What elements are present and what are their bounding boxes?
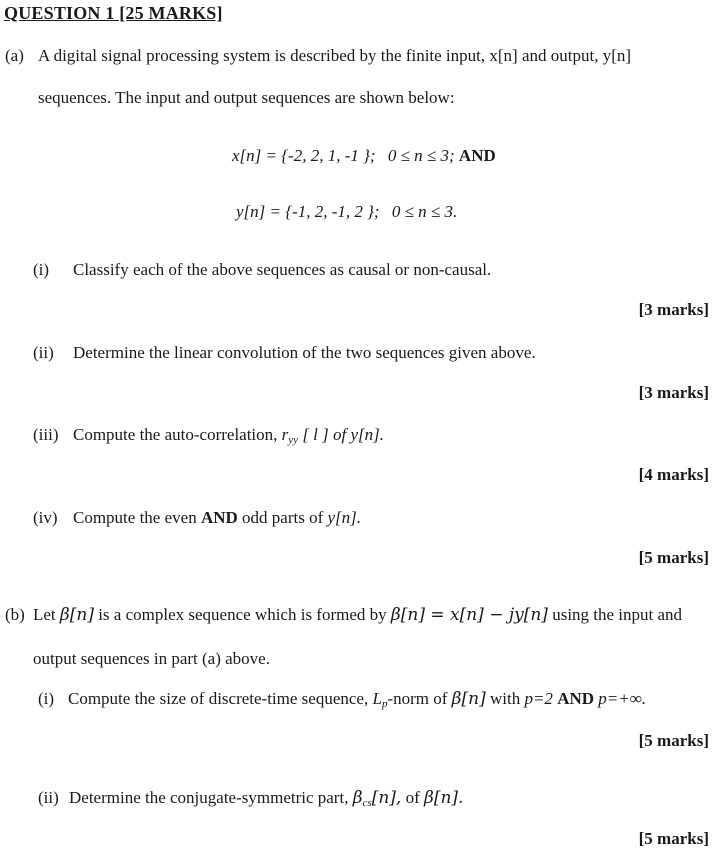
part-a-item-iv-label: (iv) — [33, 508, 58, 527]
part-b-item-ii-marks: [5 marks] — [638, 829, 709, 848]
part-a-item-iii-text — [73, 425, 384, 447]
part-a-item-iv-and: AND — [200, 508, 238, 527]
part-a-intro-line2: sequences. The input and output sequences are shown below: — [38, 88, 455, 107]
part-a-item-i-text: Classify each of the above sequences as causal or non-causal. — [73, 260, 492, 279]
equation-y — [236, 202, 457, 222]
part-b-item-i-with: with — [489, 689, 521, 708]
part-a-item-iv-var: y[n]. — [327, 508, 362, 527]
part-a-item-ii-text: Determine the linear convolution of the two sequences given above. — [73, 343, 536, 362]
part-a-intro-line1: A digital signal processing system is described by the finite input, x[n] and output, y[n] — [38, 46, 632, 65]
equation-x-range: 0 ≤ n ≤ 3; — [387, 146, 455, 165]
part-b-item-i-p2: p=+∞. — [598, 689, 647, 708]
part-b-item-i-p1: p=2 — [524, 689, 553, 708]
part-a-item-ii-marks: [3 marks] — [638, 383, 709, 402]
part-b-item-ii-beta: β[n]. — [424, 788, 464, 808]
part-a-item-iv-text-pre: Compute the even — [73, 508, 197, 527]
lp-norm-subscript: p — [381, 698, 388, 710]
beta-cs-subscript: cs — [362, 797, 372, 809]
part-a-item-iii-marks: [4 marks] — [638, 465, 709, 484]
part-b-intro-line1 — [33, 605, 682, 625]
part-b-item-i-and: AND — [557, 689, 595, 708]
autocorr-symbol: r — [281, 425, 289, 444]
part-b-item-ii-label: (ii) — [38, 788, 59, 807]
equation-x-and: AND — [458, 146, 496, 165]
part-b-beta: β[n] — [59, 605, 94, 625]
part-b-item-i-beta: β[n] — [451, 689, 486, 709]
part-b-item-ii-of: of — [405, 788, 420, 807]
part-a-item-iv-text — [73, 508, 361, 528]
part-b-label: (b) — [5, 605, 25, 624]
beta-cs-symbol: β — [352, 788, 363, 808]
part-b-item-i-text-mid: -norm of — [387, 689, 448, 708]
part-b-intro-mid: is a complex sequence which is formed by — [98, 605, 387, 624]
part-a-item-iii-text-pre: Compute the auto-correlation, — [73, 425, 278, 444]
question-title: QUESTION 1 [25 MARKS] — [4, 3, 223, 23]
equation-y-lhs: y[n] = {-1, 2, -1, 2 }; — [236, 202, 380, 221]
part-a-item-iii-label: (iii) — [33, 425, 59, 444]
part-b-item-ii-text-pre: Determine the conjugate-symmetric part, — [69, 788, 349, 807]
part-a-item-iv-marks: [5 marks] — [638, 548, 709, 567]
part-b-item-ii-text — [69, 788, 463, 810]
part-a-label: (a) — [5, 46, 24, 65]
part-a-item-iv-text-post: odd parts of — [242, 508, 324, 527]
part-b-item-i-marks: [5 marks] — [638, 731, 709, 750]
part-b-item-i-text-pre: Compute the size of discrete-time sequence, — [68, 689, 369, 708]
part-b-item-i-text — [68, 689, 646, 711]
part-a-item-ii-label: (ii) — [33, 343, 54, 362]
part-a-item-i-label: (i) — [33, 260, 50, 279]
equation-x-lhs: x[n] = {-2, 2, 1, -1 }; — [232, 146, 376, 165]
lp-norm-symbol: L — [372, 689, 382, 708]
part-a-item-iii-text-mid: [ l ] of — [302, 425, 347, 444]
part-b-intro-pre: Let — [33, 605, 56, 624]
part-a-item-i-marks: [3 marks] — [638, 300, 709, 319]
part-b-item-i-label: (i) — [38, 689, 55, 708]
part-b-intro-post: using the input and — [552, 605, 683, 624]
autocorr-subscript: yy — [288, 434, 299, 446]
part-b-beta-equation: β[n] = x[n] − jy[n] — [390, 605, 548, 625]
part-b-intro-line2: output sequences in part (a) above. — [33, 649, 270, 668]
beta-cs-index: [n], — [371, 788, 402, 808]
equation-y-range: 0 ≤ n ≤ 3. — [391, 202, 458, 221]
equation-x — [232, 146, 496, 166]
part-a-item-iii-var: y[n]. — [350, 425, 385, 444]
